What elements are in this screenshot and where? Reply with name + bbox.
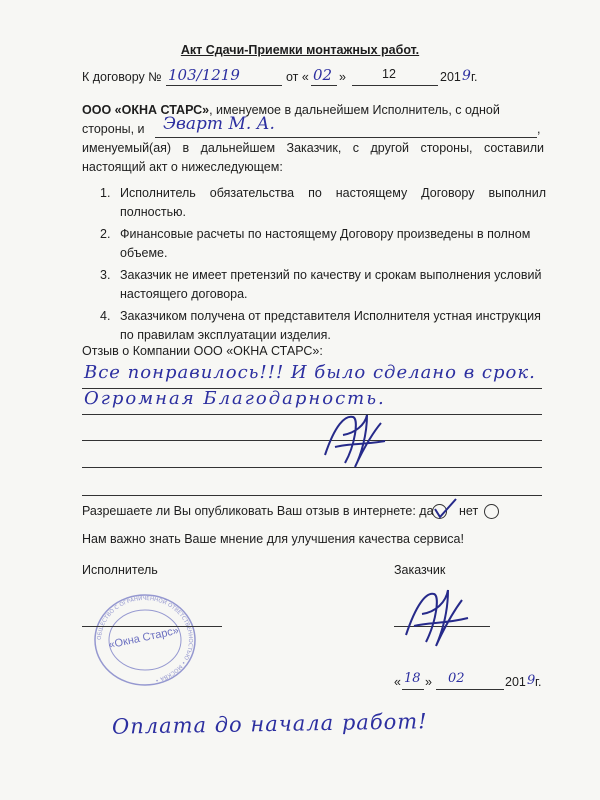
- date-year-digit: 9: [527, 673, 536, 688]
- list-item-text: Заказчиком получена от представителя Исполнителя устная инструкция по правилам эксплуатации изделия.: [120, 309, 541, 342]
- contract-year-prefix: 201: [440, 70, 461, 84]
- list-item: [100, 266, 546, 304]
- contract-number: 103/1219: [168, 66, 240, 84]
- list-item-number: 1.: [100, 186, 111, 200]
- review-label: Отзыв о Компании ООО «ОКНА СТАРС»:: [82, 344, 323, 358]
- date-day-line: [402, 689, 424, 690]
- stamp-ring-text: ОБЩЕСТВО С ОГРАНИЧЕННОЙ ОТВЕТСТВЕННОСТЬЮ • МОСКВА •: [96, 595, 194, 683]
- contract-number-line: [166, 85, 282, 86]
- list-item: [100, 184, 546, 222]
- contract-month-line: [352, 85, 438, 86]
- publish-question: Разрешаете ли Вы опубликовать Ваш отзыв в интернете: да: [82, 504, 434, 518]
- intro-line-4: настоящий акт о нижеследующем:: [82, 160, 283, 174]
- no-circle: [484, 504, 499, 519]
- intro-line-2-suffix: ,: [537, 122, 541, 136]
- contract-year-digit: 9: [462, 68, 471, 84]
- customer-label: Заказчик: [394, 563, 446, 577]
- contract-month: 12: [382, 67, 396, 81]
- obligations-list: [100, 184, 546, 345]
- date-year-prefix: 201: [505, 675, 526, 689]
- list-item-number: 3.: [100, 268, 111, 282]
- review-line-3: [82, 440, 542, 441]
- review-line-2: [82, 414, 542, 415]
- list-item-text: Исполнитель обязательства по настоящему Договору выполнил полностью.: [120, 186, 546, 219]
- intro-line-2-prefix: стороны, и: [82, 122, 145, 136]
- date-month: 02: [448, 671, 465, 686]
- publish-no-label: нет: [459, 504, 479, 518]
- review-text-line-2: Огромная Благодарность.: [84, 388, 386, 409]
- date-open-quote: «: [394, 675, 401, 689]
- intro-line-3: именуемый(ая) в дальнейшем Заказчик, с другой стороны, составили: [82, 141, 544, 155]
- contract-from: от «: [286, 70, 309, 84]
- list-item-text: Заказчик не имеет претензий по качеству и срокам выполнения условий настоящего договора.: [120, 268, 542, 301]
- checkmark-icon: [432, 497, 460, 519]
- date-month-line: [436, 689, 504, 690]
- publish-no-radio[interactable]: [484, 504, 499, 519]
- intro-line-1: [82, 103, 500, 117]
- contract-day: 02: [313, 66, 333, 84]
- list-item-number: 2.: [100, 227, 111, 241]
- customer-name-line: [155, 137, 537, 138]
- contract-year-suffix: г.: [471, 70, 478, 84]
- review-text-line-1: Все понравилось!!! И было сделано в срок.: [84, 362, 536, 383]
- review-line-4: [82, 467, 542, 468]
- intro-rest-1: , именуемое в дальнейшем Исполнитель, с одной: [209, 103, 500, 117]
- contract-day-line: [311, 85, 337, 86]
- date-year-suffix: г.: [535, 675, 542, 689]
- review-line-5: [82, 495, 542, 496]
- date-close-quote: »: [425, 675, 432, 689]
- customer-signature: [398, 580, 478, 655]
- customer-name: Эварт М. А.: [163, 114, 275, 134]
- list-item-number: 4.: [100, 309, 111, 323]
- list-item-text: Финансовые расчеты по настоящему Договору произведены в полном объеме.: [120, 227, 531, 260]
- list-item: [100, 225, 546, 263]
- document-title: Акт Сдачи-Приемки монтажных работ.: [180, 43, 420, 57]
- executor-label: Исполнитель: [82, 563, 158, 577]
- executor-signature-line: [82, 626, 222, 627]
- contract-prefix: К договору №: [82, 70, 162, 84]
- feedback-note: Нам важно знать Ваше мнение для улучшения качества сервиса!: [82, 532, 464, 546]
- review-signature: [315, 405, 395, 475]
- stamp-text: «Окна Старс»: [107, 624, 180, 652]
- date-day: 18: [404, 671, 421, 686]
- bottom-note: Оплата до начала работ!: [111, 709, 428, 739]
- list-item: [100, 307, 546, 345]
- contract-quote-close: »: [339, 70, 346, 84]
- company-name: ООО «ОКНА СТАРС»: [82, 103, 210, 117]
